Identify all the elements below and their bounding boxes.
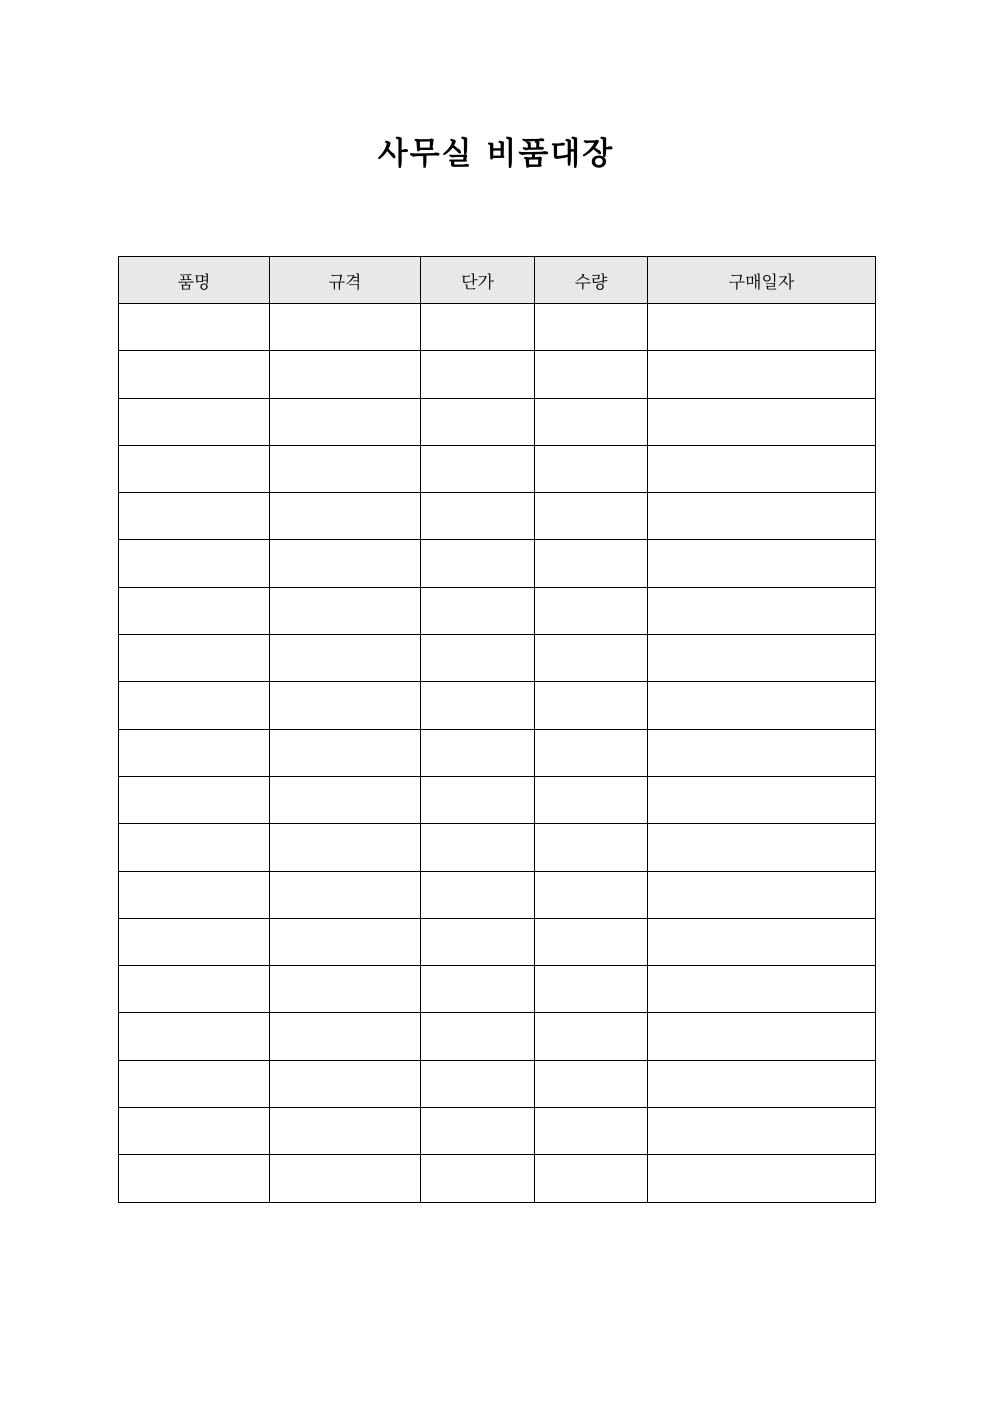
table-cell-unit-price[interactable]: [421, 918, 535, 965]
table-cell-unit-price[interactable]: [421, 351, 535, 398]
column-header-spec: 규격: [270, 257, 421, 304]
table-cell-item-name[interactable]: [119, 587, 270, 634]
table-cell-spec[interactable]: [270, 824, 421, 871]
table-cell-item-name[interactable]: [119, 540, 270, 587]
table-cell-spec[interactable]: [270, 1060, 421, 1107]
table-cell-item-name[interactable]: [119, 351, 270, 398]
column-header-quantity: 수량: [535, 257, 648, 304]
table-row: [119, 351, 876, 398]
table-cell-quantity[interactable]: [535, 493, 648, 540]
table-cell-spec[interactable]: [270, 540, 421, 587]
table-body: [119, 304, 876, 1203]
table-cell-spec[interactable]: [270, 493, 421, 540]
table-cell-purchase-date[interactable]: [648, 351, 876, 398]
table-cell-spec[interactable]: [270, 587, 421, 634]
table-cell-spec[interactable]: [270, 966, 421, 1013]
table-row: [119, 1013, 876, 1060]
table-cell-unit-price[interactable]: [421, 682, 535, 729]
table-cell-quantity[interactable]: [535, 1013, 648, 1060]
table-cell-quantity[interactable]: [535, 540, 648, 587]
table-cell-purchase-date[interactable]: [648, 445, 876, 492]
table-row: [119, 1060, 876, 1107]
table-cell-item-name[interactable]: [119, 635, 270, 682]
table-cell-unit-price[interactable]: [421, 540, 535, 587]
table-cell-unit-price[interactable]: [421, 635, 535, 682]
table-cell-purchase-date[interactable]: [648, 729, 876, 776]
table-cell-purchase-date[interactable]: [648, 1013, 876, 1060]
table-cell-purchase-date[interactable]: [648, 824, 876, 871]
table-cell-purchase-date[interactable]: [648, 635, 876, 682]
table-cell-spec[interactable]: [270, 729, 421, 776]
table-cell-item-name[interactable]: [119, 398, 270, 445]
table-row: [119, 776, 876, 823]
table-cell-unit-price[interactable]: [421, 729, 535, 776]
column-header-purchase-date: 구매일자: [648, 257, 876, 304]
table-cell-item-name[interactable]: [119, 729, 270, 776]
equipment-ledger-table: [118, 256, 876, 1203]
table-cell-purchase-date[interactable]: [648, 682, 876, 729]
table-cell-quantity[interactable]: [535, 729, 648, 776]
table-cell-item-name[interactable]: [119, 1108, 270, 1155]
table-cell-quantity[interactable]: [535, 1108, 648, 1155]
table-row: [119, 871, 876, 918]
table-cell-quantity[interactable]: [535, 966, 648, 1013]
table-cell-unit-price[interactable]: [421, 493, 535, 540]
table-cell-quantity[interactable]: [535, 304, 648, 351]
table-cell-purchase-date[interactable]: [648, 966, 876, 1013]
table-cell-purchase-date[interactable]: [648, 398, 876, 445]
table-cell-quantity[interactable]: [535, 918, 648, 965]
table-row: [119, 587, 876, 634]
table-cell-item-name[interactable]: [119, 304, 270, 351]
table-cell-purchase-date[interactable]: [648, 918, 876, 965]
table-cell-item-name[interactable]: [119, 918, 270, 965]
table-cell-unit-price[interactable]: [421, 304, 535, 351]
table-cell-item-name[interactable]: [119, 966, 270, 1013]
table-row: [119, 398, 876, 445]
table-cell-quantity[interactable]: [535, 445, 648, 492]
table-cell-unit-price[interactable]: [421, 871, 535, 918]
table-cell-item-name[interactable]: [119, 493, 270, 540]
column-header-unit-price: 단가: [421, 257, 535, 304]
table-cell-spec[interactable]: [270, 1108, 421, 1155]
table-cell-purchase-date[interactable]: [648, 871, 876, 918]
column-header-item-name: 품명: [119, 257, 270, 304]
table-row: [119, 1108, 876, 1155]
table-cell-spec[interactable]: [270, 635, 421, 682]
table-cell-unit-price[interactable]: [421, 1108, 535, 1155]
table-cell-spec[interactable]: [270, 351, 421, 398]
table-cell-purchase-date[interactable]: [648, 776, 876, 823]
table-cell-unit-price[interactable]: [421, 966, 535, 1013]
table-cell-unit-price[interactable]: [421, 776, 535, 823]
table-cell-spec[interactable]: [270, 682, 421, 729]
table-cell-unit-price[interactable]: [421, 1155, 535, 1202]
table-cell-item-name[interactable]: [119, 445, 270, 492]
table-cell-purchase-date[interactable]: [648, 1060, 876, 1107]
table-row: [119, 304, 876, 351]
table-row: [119, 966, 876, 1013]
table-row: [119, 729, 876, 776]
table-cell-unit-price[interactable]: [421, 1060, 535, 1107]
table-cell-item-name[interactable]: [119, 1060, 270, 1107]
table-header-row: [119, 257, 876, 304]
table-cell-unit-price[interactable]: [421, 398, 535, 445]
table-cell-unit-price[interactable]: [421, 824, 535, 871]
table-cell-purchase-date[interactable]: [648, 1155, 876, 1202]
table-cell-quantity[interactable]: [535, 398, 648, 445]
table-cell-purchase-date[interactable]: [648, 493, 876, 540]
table-cell-spec[interactable]: [270, 918, 421, 965]
table-cell-quantity[interactable]: [535, 682, 648, 729]
table-cell-purchase-date[interactable]: [648, 1108, 876, 1155]
table-cell-quantity[interactable]: [535, 776, 648, 823]
table-cell-unit-price[interactable]: [421, 445, 535, 492]
table-row: [119, 493, 876, 540]
table-cell-spec[interactable]: [270, 776, 421, 823]
table-cell-spec[interactable]: [270, 445, 421, 492]
table-cell-quantity[interactable]: [535, 824, 648, 871]
table-cell-spec[interactable]: [270, 398, 421, 445]
table-row: [119, 682, 876, 729]
table-cell-quantity[interactable]: [535, 635, 648, 682]
table-cell-item-name[interactable]: [119, 1155, 270, 1202]
table-cell-item-name[interactable]: [119, 824, 270, 871]
table-cell-purchase-date[interactable]: [648, 540, 876, 587]
table-cell-unit-price[interactable]: [421, 587, 535, 634]
table-row: [119, 824, 876, 871]
table-cell-spec[interactable]: [270, 1155, 421, 1202]
table-cell-quantity[interactable]: [535, 871, 648, 918]
table-cell-spec[interactable]: [270, 304, 421, 351]
table-cell-quantity[interactable]: [535, 351, 648, 398]
table-cell-purchase-date[interactable]: [648, 587, 876, 634]
table-cell-item-name[interactable]: [119, 871, 270, 918]
table-cell-quantity[interactable]: [535, 1155, 648, 1202]
table-cell-spec[interactable]: [270, 871, 421, 918]
table-cell-spec[interactable]: [270, 1013, 421, 1060]
table-cell-item-name[interactable]: [119, 776, 270, 823]
table-row: [119, 918, 876, 965]
page-title: 사무실 비품대장: [377, 136, 615, 172]
table-row: [119, 540, 876, 587]
table-row: [119, 635, 876, 682]
table-cell-quantity[interactable]: [535, 1060, 648, 1107]
table-cell-purchase-date[interactable]: [648, 304, 876, 351]
table-cell-quantity[interactable]: [535, 587, 648, 634]
table-cell-item-name[interactable]: [119, 1013, 270, 1060]
table-cell-item-name[interactable]: [119, 682, 270, 729]
table-row: [119, 1155, 876, 1202]
table-cell-unit-price[interactable]: [421, 1013, 535, 1060]
table-row: [119, 445, 876, 492]
